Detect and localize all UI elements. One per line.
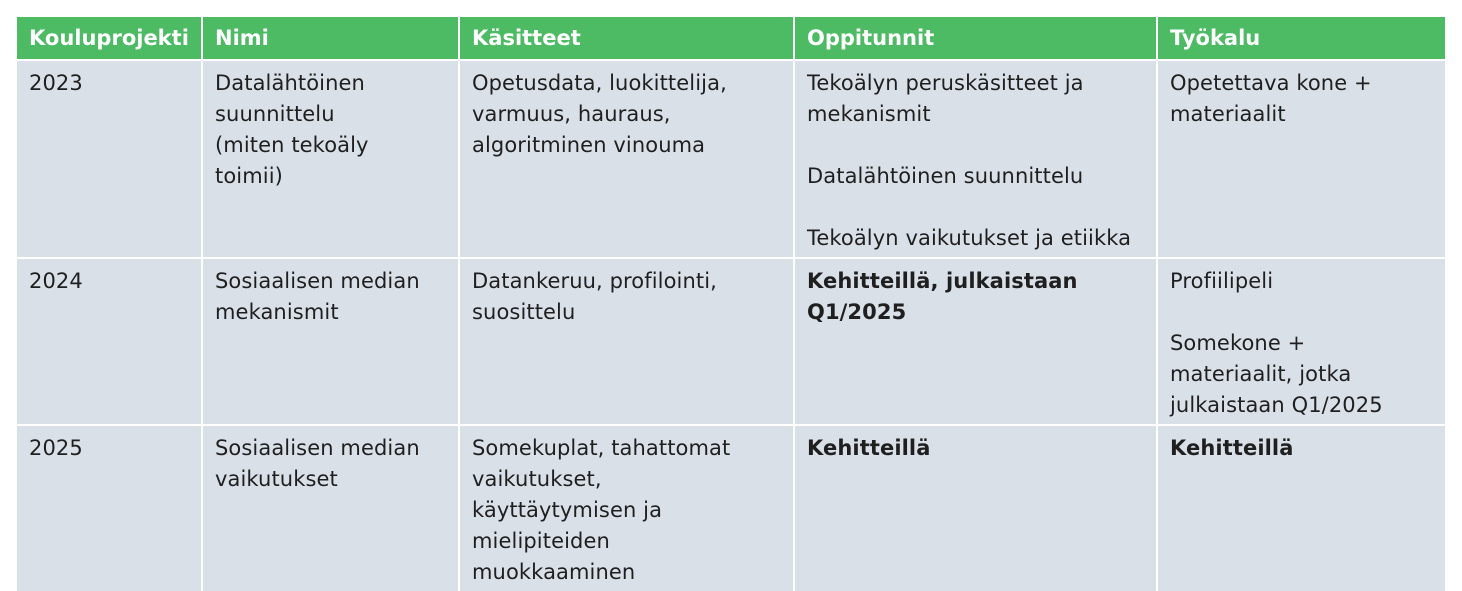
concepts-cell: [459, 258, 794, 425]
concepts-text: Somekuplat, tahattomat vaikutukset, käyttäytymisen ja mielipiteiden muokkaaminen: [472, 436, 738, 584]
name-cell: [202, 60, 459, 258]
lesson-item: Kehitteillä: [807, 436, 931, 460]
header-nimi: Nimi: [202, 17, 459, 60]
concepts-text: Opetusdata, luokittelija, varmuus, hauraus, algoritminen vinouma: [472, 71, 734, 157]
concepts-text: Datankeruu, profilointi, suosittelu: [472, 269, 724, 324]
school-projects-table: [17, 17, 1445, 591]
lessons-cell: [794, 258, 1157, 425]
tool-item: Opetettava kone + materiaalit: [1170, 71, 1379, 126]
concepts-cell: [459, 425, 794, 591]
name-text: Sosiaalisen median vaikutukset: [215, 436, 427, 491]
lesson-item: Kehitteillä, julkaistaan Q1/2025: [807, 269, 1086, 324]
header-kasitteet: Käsitteet: [459, 17, 794, 60]
name-text: Sosiaalisen median mekanismit: [215, 269, 427, 324]
lessons-cell: [794, 60, 1157, 258]
tool-item: Profiilipeli: [1170, 269, 1274, 293]
tools-cell: [1157, 258, 1445, 425]
year-cell: 2024: [17, 258, 202, 425]
tools-cell: [1157, 60, 1445, 258]
tool-item: Somekone + materiaalit, jotka julkaistaan Q1/2025: [1170, 331, 1383, 417]
header-oppitunnit: Oppitunnit: [794, 17, 1157, 60]
table-row: [17, 258, 1445, 425]
table-row: [17, 425, 1445, 591]
header-row: [17, 17, 1445, 60]
lessons-cell: [794, 425, 1157, 591]
tools-cell: [1157, 425, 1445, 591]
header-tyokalu: Työkalu: [1157, 17, 1445, 60]
name-cell: [202, 425, 459, 591]
name-cell: [202, 258, 459, 425]
tool-item: Kehitteillä: [1170, 436, 1294, 460]
year-cell: 2023: [17, 60, 202, 258]
name-text: Datalähtöinen suunnittelu (miten tekoäly toimii): [215, 71, 376, 188]
lesson-item: Datalähtöinen suunnittelu: [807, 164, 1084, 188]
year-cell: 2025: [17, 425, 202, 591]
lesson-item: Tekoälyn peruskäsitteet ja mekanismit: [807, 71, 1091, 126]
lesson-item: Tekoälyn vaikutukset ja etiikka: [807, 226, 1132, 250]
header-kouluprojekti: Kouluprojekti: [17, 17, 202, 60]
concepts-cell: [459, 60, 794, 258]
table-row: [17, 60, 1445, 258]
